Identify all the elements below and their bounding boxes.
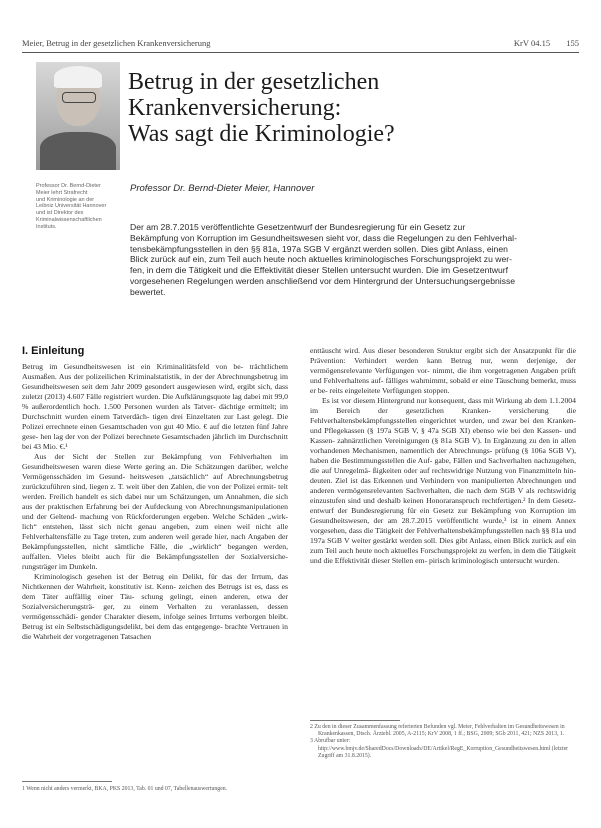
caption-line: Professor Dr. Bernd-Dieter	[36, 183, 101, 189]
author-photo	[36, 62, 120, 170]
page-number: 155	[566, 38, 579, 48]
footnotes-right	[310, 724, 580, 760]
journal-info	[500, 38, 579, 48]
title-line: Betrug in der gesetzlichen	[128, 69, 380, 95]
left-column	[22, 346, 288, 642]
caption-line: und Kriminologie an der	[36, 196, 95, 203]
title-line: Krankenversicherung:	[128, 95, 342, 121]
author-line: Professor Dr. Bernd-Dieter Meier, Hannover	[130, 183, 315, 194]
body-paragraph: Es ist vor diesem Hintergrund nur konsequent, dass mit Wirkung ab dem 1.1.2004 im Bereich der gesetzlichen Kranken- versicherung die Fehlverhaltensbekämpfungsstellen eingerichtet wurden, und zwar bei den Kranken- und Pflegekassen (§ 197a SGB V, § 47a SGB XI) ebenso wie bei den Kassen- und Kassen- zahnärztlichen Vereinigungen (§ 81a SGB V). In Ergänzung zu den in allen vorhandenen Mechanismen, namentlich der Abrechnungs- prüfung (§ 106a SGB V), haben die Bestimmungsstellen die Auf- gabe, Fällen und Sachverhalten nachzugehen, die auf Unregelmä- ßigkeiten oder auf rechtswidrige Nutzung von Finanzmitteln hin- deuten. Ziel ist das Erkennen und Verhindern von manipulierten Abrechnungen und anderen vermögensrelevanten Sachverhalten, die nach dem SGB V als rechtswidrig einzustufen sind und deshalb keinen Honoraranspruch rechtfertigen.² In dem Gesetz- entwurf der Bundesregierung für ein Gesetz zur Bekämpfung von Korruption im Gesundheitswesen, der am 28.7.2015 veröffentlicht wurde,³ ist in einem Annex vorgesehen, dass die Tätigkeit der Fehlverhaltensbekämpfungsstellen nach §§ 81a und 197a SGB V weiter gestärkt werden soll. Dies gibt Anlass, einen Blick zurück auf ein zum Teil auch heute noch aktuelles Forschungsprojekt zu werfen, in dem die Tätigkeit und die Effektivität dieser Stellen em- pirisch kriminologisch untersucht wurden.	[310, 396, 576, 565]
photo-glasses	[62, 92, 96, 103]
abstract-line: Der am 28.7.2015 veröffentlichte Gesetzentwurf der Bundesregierung für ein Gesetz zur	[130, 222, 466, 232]
caption-line: Kriminalwissenschaftlichen	[36, 216, 102, 223]
footnote: 3 Abrufbar unter: http://www.bmjv.de/SharedDocs/Downloads/DE/Artikel/RegE_Korruption_Gesundheitswesen.html (letzter Zugriff am 31.8.2015).	[310, 738, 569, 759]
caption-line: Instituts.	[36, 223, 57, 230]
photo-shirt	[40, 132, 116, 170]
body-columns	[22, 346, 580, 770]
abstract-line: bewertet.	[130, 286, 166, 297]
caption-line: Meier lehrt Strafrecht	[36, 189, 88, 196]
footnote-divider	[22, 781, 112, 782]
caption-line: Leibniz Universität Hannover	[36, 203, 107, 210]
body-paragraph: enttäuscht wird. Aus dieser besonderen Struktur ergibt sich der Ansatzpunkt für die Prävention: Verhindert werden kann Betrug nur, wenn derjenige, der vermögensrelevante Verfügungen vor- nimmt, die ihm vorgetragenen Angaben prüft und Fehlverhaltens auf- fälliges wahrnimmt, sobald er eine Täuschung bemerkt, muss er be- reits eingeleitete Verfügungen stoppen.	[310, 346, 576, 395]
footnote: 1 Wenn nicht anders vermerkt, BKA, PKS 2013, Tab. 01 und 07, Tabellenauswertungen.	[22, 786, 228, 792]
footnote: 2 Zu den in dieser Zusammenfassung referierten Befunden vgl. Meier, Fehlverhalten im Gesundheitswesen in Krankenkassen, Dtsch. Ärztebl. 2005, A-2115; KrV 2008, 1 ff.; BSG, 2009; SGb 2011, 421; NZS 2013, 1.	[310, 724, 565, 738]
right-column	[310, 346, 576, 566]
photo-hair	[54, 66, 102, 88]
running-title: Meier, Betrug in der gesetzlichen Krankenversicherung	[22, 38, 211, 48]
caption-line: und ist Direktor des	[36, 210, 84, 217]
footnotes-left	[22, 786, 288, 793]
abstract-line: fen, in dem die Tätigkeit und die Effektivität dieser Stellen untersucht wurden. Die im Gesetzentwurf	[130, 265, 509, 276]
title-line: Was sagt die Kriminologie?	[128, 121, 395, 147]
abstract-line: Bekämpfung von Korruption im Gesundheitswesen sieht vor, dass die Regelungen zu den Fehlverhal-	[130, 232, 517, 243]
abstract	[130, 222, 576, 298]
journal-issue: KrV 04.15	[513, 38, 551, 48]
abstract-line: vorgesehenen Regelungen werden anschließend vor dem Hintergrund der Untersuchungsergebnisse	[130, 275, 516, 286]
section-heading: I. Einleitung	[22, 345, 85, 357]
body-paragraph: Kriminologisch gesehen ist der Betrug ein Delikt, für das der Irrtum, das Nichtkennen der Wahrheit, konstitutiv ist. Kenn- zeichen des Betrugs ist es, dass es dem Täter auffällig einer Täu- schung gelingt, einen anderen, etwa der Sozialversicherungsträ- ger, zu einem Verhalten zu veranlassen, dessen vermögensschädi- gender Charakter diesem, infolge seines Irrtums verborgen bleibt. Betrug ist ein Selbstschädigungsdelikt, bei dem das entgegenge- brachte Vertrauen in die Wahrheit der vorgetragenen Tatsachen	[22, 572, 288, 641]
article-title	[128, 69, 568, 147]
body-paragraph: Betrug im Gesundheitswesen ist ein Kriminalitätsfeld von be- trächtlichem Ausmaßen. Aus der polizeilichen Kriminalstatistik, in der der Abrechnungsbetrug im Gesundheitswesen seit dem Jahr 2009 gesondert ausgewiesen wird, ergibt sich, dass zuletzt (2013) 4.607 Fälle registriert wurden. Die Aufklärungsquote lag dabei mit 99,0 % außerordentlich hoch. 1.500 Personen wurden als Tatver- dächtige ermittelt; im Durchschnitt wurden einem Tatverdäch- tigen drei Einzeltaten zur Last gelegt. Die Polizei errechnete einen Gesamtschaden von gut 40 Mio. € auf die letzten fünf Jahre gese- hen lag der von der Polizei berechnete Gesamtschaden jährlich im Durchschnitt bei 43 Mio. €.¹	[22, 362, 288, 451]
body-paragraph: Aus der Sicht der Stellen zur Bekämpfung von Fehlverhalten im Gesundheitswesen waren diese Werte gering an. Die Schätzungen darüber, welche Vermögensschäden im Gesund- heitswesen „tatsächlich“ auf Abrechnungsbetrug zurückzuführen sind, liegen z. T. weit über den Zahlen, die von der Polizei ermit- telt werden. Freilich handelt es sich dabei nur um Schätzungen, um Annahmen, die sich aus der praktischen Erfahrung bei der Aufdeckung von Abrechnungsmanipulationen und der Geltend- machung von Rückforderungen ergeben. Welche Schäden „wirk- lich“ entstehen, lässt sich nicht genau angeben, zum einen weil nicht alle Fehlverhaltensfälle zu Tage treten, zum anderen weil gerade hier, nach Angaben der Bekämpfungsstellen, nicht sämtliche Fälle, die „wirklich“ begangen werden, auffallen. Vieles bleibt auch für die Bekämpfungsstellen der Sozialversiche- rungsträger im Dunkeln.	[22, 452, 288, 571]
footnote-divider	[310, 720, 400, 721]
author-caption	[36, 183, 116, 231]
abstract-line: Blick zurück auf ein, zum Teil auch heute noch aktuelles kriminologisches Forschungsprojekt zu wer-	[130, 254, 512, 265]
abstract-line: tensbekämpfungsstellen in den §§ 81a, 197a SGB V ergänzt werden sollen. Dies gibt Anlass, einen	[130, 243, 508, 254]
running-header	[22, 38, 579, 53]
